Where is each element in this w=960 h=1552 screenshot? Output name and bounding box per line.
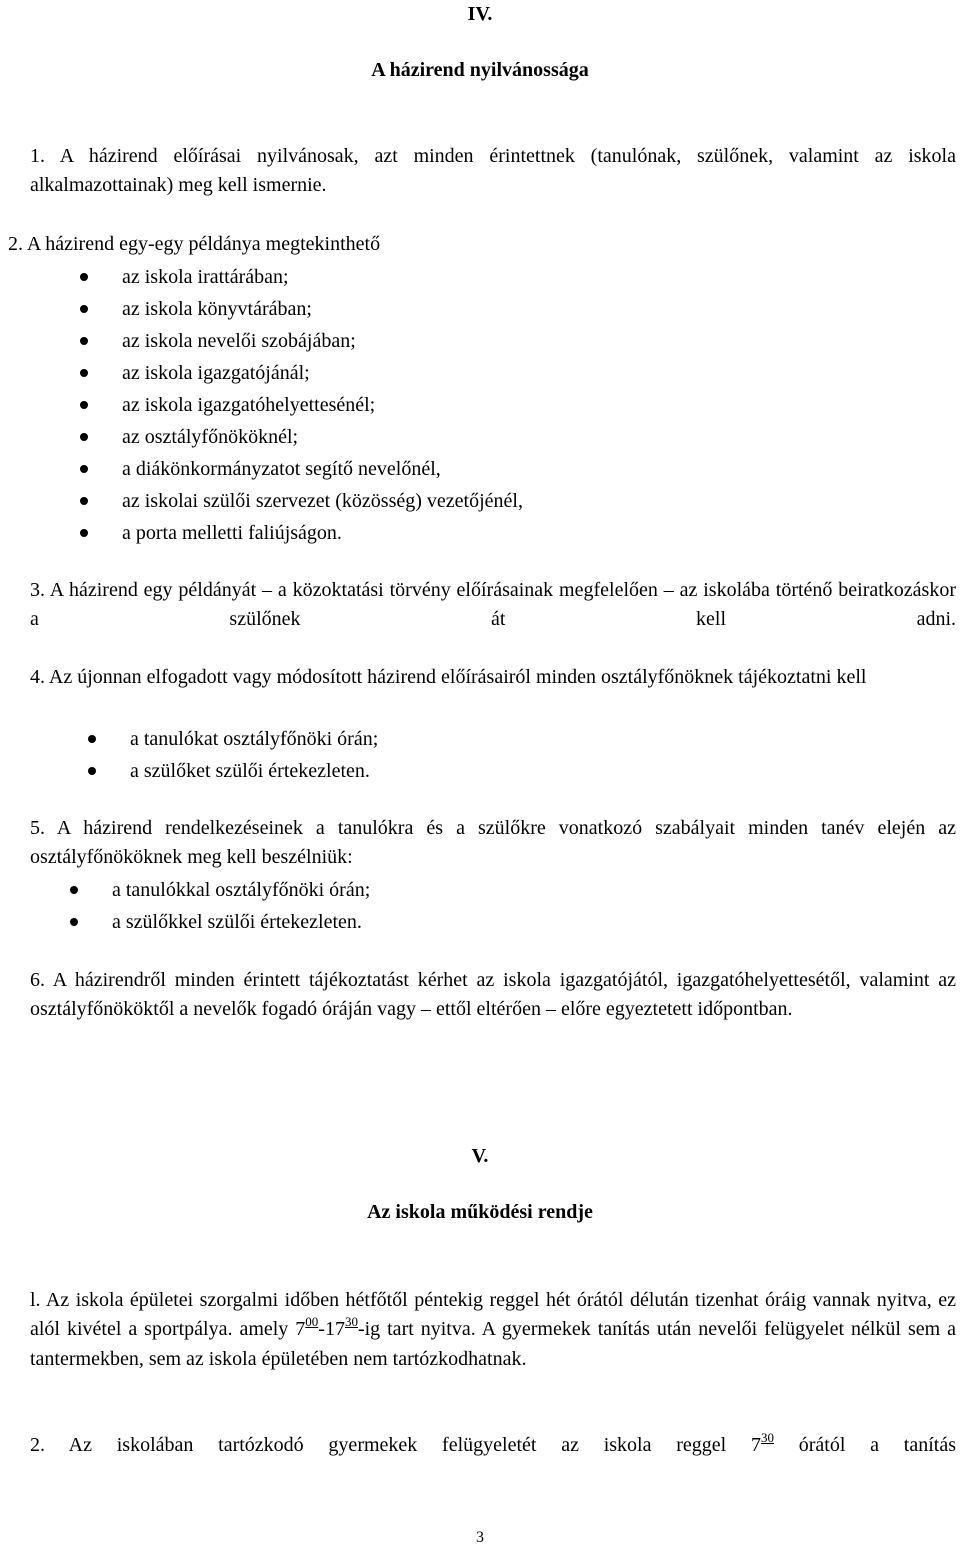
paragraph-1: 1. A házirend előírásai nyilvánosak, azt minden érintettnek (tanulónak, szülőnek, valamint az iskola alkalmazottainak) meg kell ismernie. xyxy=(30,145,956,196)
list-item-text: a szülőkkel szülői értekezleten. xyxy=(112,911,362,933)
bullet-icon xyxy=(88,735,96,743)
bullet-icon xyxy=(80,465,88,473)
list-item-text: a tanulókkal osztályfőnöki órán; xyxy=(112,879,371,901)
list-item-text: az iskola irattárában; xyxy=(122,266,289,288)
bullet-icon xyxy=(70,918,78,926)
bullet-icon xyxy=(70,886,78,894)
list-item xyxy=(80,517,930,549)
page-number: 3 xyxy=(476,1529,484,1546)
section-number: V. xyxy=(471,1145,489,1167)
list-item xyxy=(80,261,930,293)
paragraph-5-list xyxy=(70,874,870,938)
list-item-text: az iskola igazgatóhelyettesénél; xyxy=(122,394,376,416)
time-superscript: 30 xyxy=(344,1314,358,1329)
paragraph-4-intro: 4. Az újonnan elfogadott vagy módosított házirend előírásairól minden osztályfőnöknek tájékoztatni kell xyxy=(30,666,867,688)
section-number: IV. xyxy=(467,3,493,25)
paragraph-3: 3. A házirend egy példányát – a közoktatási törvény előírásainak megfelelően – az iskolába történő beiratkozáskor a szülőnek át kell adni. xyxy=(30,579,956,630)
list-item xyxy=(80,421,930,453)
paragraph-2-intro: 2. A házirend egy-egy példánya megtekinthető xyxy=(8,233,381,255)
list-item-text: az iskola igazgatójánál; xyxy=(122,362,310,384)
section-title: Az iskola működési rendje xyxy=(367,1201,593,1223)
paragraph-2-list xyxy=(80,261,930,549)
list-item xyxy=(80,485,930,517)
list-item xyxy=(80,389,930,421)
list-item-text: az iskola könyvtárában; xyxy=(122,298,312,320)
bullet-icon xyxy=(80,369,88,377)
time-superscript: 00 xyxy=(305,1314,319,1329)
paragraph-5-intro: 5. A házirend rendelkezéseinek a tanulókra és a szülőkre vonatkozó szabályait minden tanév elején az osztályfőnököknek meg kell beszélniük: xyxy=(30,817,956,868)
bullet-icon xyxy=(88,767,96,775)
list-item-text: a szülőket szülői értekezleten. xyxy=(130,760,370,782)
list-item-text: az iskolai szülői szervezet (közösség) vezetőjénél, xyxy=(122,490,523,512)
list-item xyxy=(88,723,888,755)
list-item xyxy=(88,755,888,787)
section5-paragraph-2: 2. Az iskolában tartózkodó gyermekek felügyeletét az iskola reggel $7^{30}$ órától a tanítás xyxy=(30,1430,957,1456)
list-item xyxy=(70,906,870,938)
paragraph-4-list xyxy=(88,723,888,787)
list-item-text: a tanulókat osztályfőnöki órán; xyxy=(130,728,379,750)
bullet-icon xyxy=(80,401,88,409)
section-title: A házirend nyilvánossága xyxy=(371,59,589,81)
bullet-icon xyxy=(80,529,88,537)
bullet-icon xyxy=(80,497,88,505)
bullet-icon xyxy=(80,273,88,281)
list-item xyxy=(80,325,930,357)
list-item xyxy=(80,293,930,325)
list-item xyxy=(80,357,930,389)
bullet-icon xyxy=(80,305,88,313)
paragraph-6: 6. A házirendről minden érintett tájékoztatást kérhet az iskola igazgatójától, igazgatóhelyettesétől, valamint az osztályfőnököktől a nevelők fogadó óráján vagy – ettől eltérően – előre egyeztetett időpontban. xyxy=(30,969,956,1020)
list-item-text: az osztályfőnököknél; xyxy=(122,426,299,448)
list-item-text: a diákönkormányzatot segítő nevelőnél, xyxy=(122,458,441,480)
list-item xyxy=(70,874,870,906)
bullet-icon xyxy=(80,433,88,441)
bullet-icon xyxy=(80,337,88,345)
time-superscript: 30 xyxy=(760,1430,774,1445)
list-item-text: a porta melletti faliújságon. xyxy=(122,522,342,544)
section5-paragraph-1: l. Az iskola épületei szorgalmi időben hétfőtől péntekig reggel hét órától délután tizenhat óráig vannak nyitva, ez alól kivétel a sportpálya. amely $7^{00}-17^{30}-ig$ tart nyitva. A gyermekek tanítás után nevelői felügyelet nélkül sem a tantermekben, sem az iskola épületében nem tartózkodhatnak. xyxy=(30,1289,957,1370)
list-item-text: az iskola nevelői szobájában; xyxy=(122,330,356,352)
list-item xyxy=(80,453,930,485)
